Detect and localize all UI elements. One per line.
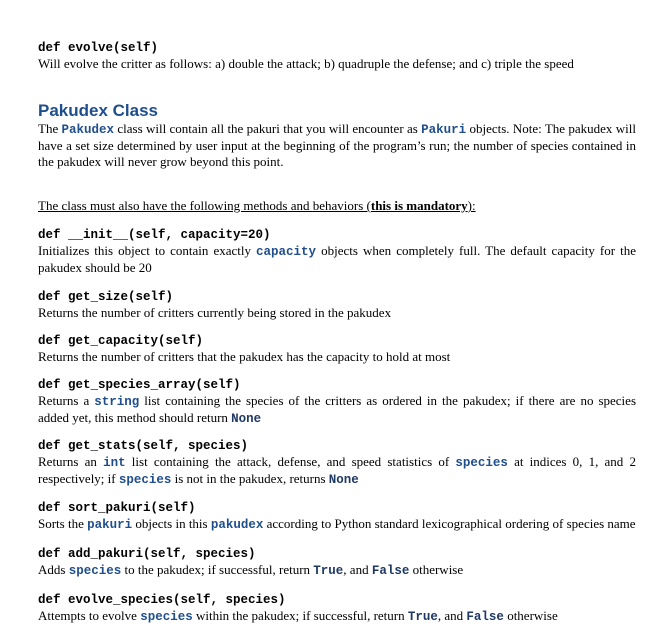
add-pakuri-description: Adds species to the pakudex; if successful, return True, and False otherwise	[38, 562, 464, 578]
get-stats-signature: def get_stats(self, species)	[38, 439, 249, 453]
inline-code: True	[407, 610, 438, 624]
inline-code: string	[94, 395, 140, 409]
inline-code: capacity	[256, 245, 317, 259]
section-heading: Pakudex Class	[38, 101, 159, 120]
inline-code: pakuri	[87, 518, 133, 532]
inline-code: species	[140, 610, 193, 624]
get-capacity-signature: def get_capacity(self)	[38, 334, 204, 348]
sort-pakuri-description: Sorts the pakuri objects in this pakudex according to Python standard lexicographical ordering of species name	[38, 516, 636, 532]
inline-code: int	[103, 456, 126, 470]
get-stats-description: Returns an int list containing the attack, defense, and speed statistics of species at indices 0, 1, and 2 respectively; if species is not in the pakudex, returns None	[38, 454, 637, 487]
inline-code: False	[371, 564, 410, 578]
inline-code: False	[466, 610, 504, 624]
evolve-species-signature: def evolve_species(self, species)	[38, 593, 286, 607]
inline-code: species	[68, 564, 122, 578]
inline-code: None	[231, 412, 262, 426]
methods-note: The class must also have the following methods and behaviors (this is mandatory):	[38, 198, 476, 213]
inline-code: species	[118, 473, 172, 487]
inline-code: None	[328, 473, 359, 487]
sort-pakuri-signature: def sort_pakuri(self)	[38, 501, 196, 515]
get-species-array-description: Returns a string list containing the species of the critters as ordered in the pakudex; if there are no species added yet, this method should return None	[38, 393, 637, 426]
add-pakuri-signature: def add_pakuri(self, species)	[38, 547, 256, 561]
init-signature: def __init__(self, capacity=20)	[38, 228, 271, 242]
inline-code: species	[455, 456, 508, 470]
init-description: Initializes this object to contain exactly capacity objects when completely full. The default capacity for the pakudex should be 20	[38, 243, 636, 275]
get-capacity-description: Returns the number of critters that the pakudex has the capacity to hold at most	[38, 349, 451, 364]
get-species-array-signature: def get_species_array(self)	[38, 378, 241, 392]
inline-code: True	[313, 564, 344, 578]
evolve-species-description: Attempts to evolve species within the pakudex; if successful, return True, and False otherwise	[38, 608, 558, 624]
inline-code: Pakudex	[61, 123, 115, 137]
get-size-description: Returns the number of critters currently being stored in the pakudex	[38, 305, 392, 320]
inline-code: pakudex	[210, 518, 264, 532]
evolve-description: Will evolve the critter as follows: a) double the attack; b) quadruple the defense; and c) triple the speed	[38, 56, 574, 71]
get-size-signature: def get_size(self)	[38, 290, 174, 304]
pakudex-intro: The Pakudex class will contain all the pakuri that you will encounter as Pakuri objects. Note: The pakudex will have a set size determined by user input at the beginning of the program’s run; the number of species contained in the pakudex will never grow beyond this point.	[38, 121, 636, 169]
evolve-signature: def evolve(self)	[38, 41, 159, 55]
inline-code: Pakuri	[421, 123, 467, 137]
